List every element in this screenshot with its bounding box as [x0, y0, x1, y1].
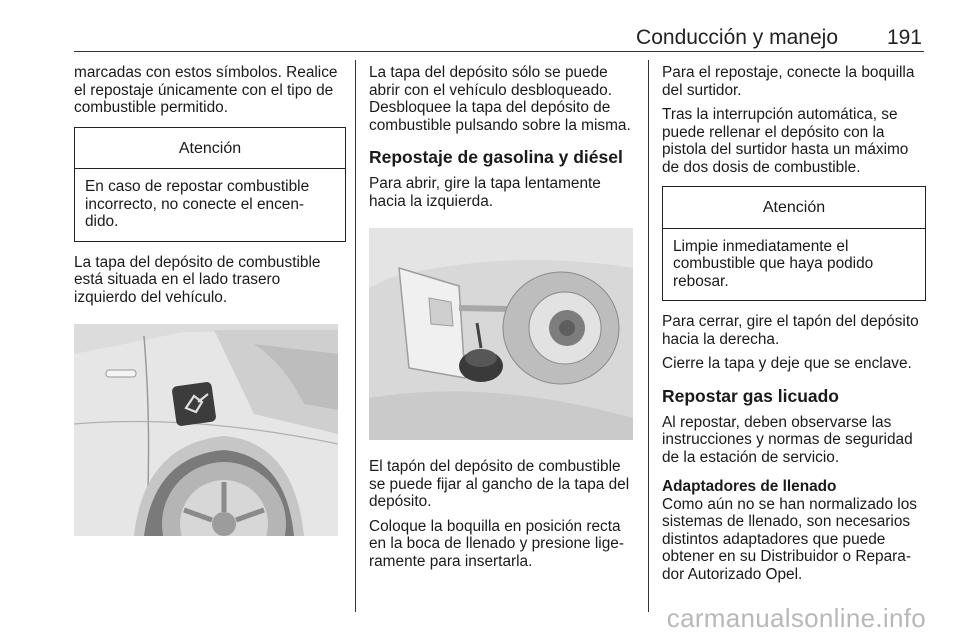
paragraph: Como aún no se han normalizado los sistemas de llenado, son necesarios distintos adaptadores que puede obtener en su Distribuidor o Repara-dor Autorizado Opel. — [662, 495, 917, 583]
attention-title: Atención — [663, 187, 925, 229]
paragraph: La tapa del depósito sólo se puede abrir con el vehículo desbloqueado. Desbloquee la tapa del depósito de combustible pulsando sobre la misma. — [369, 64, 631, 134]
subsection-heading: Adaptadores de llenado — [662, 478, 837, 495]
paragraph: Cierre la tapa y deje que se enclave. — [662, 355, 912, 372]
page-number: 191 — [886, 26, 922, 49]
column-divider — [648, 60, 649, 612]
attention-text: En caso de repostar combustible incorrecto, no conecte el encen-dido. — [85, 178, 310, 230]
section-heading: Repostar gas licuado — [662, 385, 839, 406]
watermark: carmanualsonline.info — [666, 603, 926, 633]
header-title: Conducción y manejo — [636, 26, 838, 49]
paragraph: El tapón del depósito de combustible se puede fijar al gancho de la tapa del depósito. — [369, 458, 630, 510]
paragraph: Al repostar, deben observarse las instrucciones y normas de seguridad de la estación de servicio. — [662, 413, 913, 466]
paragraph: Coloque la boquilla en posición recta en la boca de llenado y presione lige-ramente para insertarla. — [369, 517, 624, 570]
attention-box — [662, 186, 926, 301]
paragraph: La tapa del depósito de combustible está situada en el lado trasero izquierdo del vehículo. — [74, 253, 321, 306]
paragraph: marcadas con estos símbolos. Realice el repostaje únicamente con el tipo de combustible permitido. — [74, 64, 338, 116]
attention-text: Limpie inmediatamente el combustible que haya podido rebosar. — [673, 237, 874, 290]
attention-title: Atención — [75, 128, 345, 170]
column-3 — [662, 64, 926, 583]
paragraph: Tras la interrupción automática, se puede rellenar el depósito con la pistola del surtidor hasta un máximo de dos dosis de combustible. — [662, 106, 909, 176]
column-divider — [355, 60, 356, 612]
paragraph: Para el repostaje, conecte la boquilla del surtidor. — [662, 64, 915, 99]
paragraph: Para abrir, gire la tapa lentamente hacia la izquierda. — [369, 175, 601, 210]
column-1 — [74, 64, 346, 554]
header-rule — [74, 51, 924, 52]
page-header — [74, 20, 924, 50]
fuel-cap-illustration — [369, 228, 633, 440]
attention-box — [74, 127, 346, 242]
section-heading: Repostaje de gasolina y diésel — [369, 147, 623, 167]
paragraph: Para cerrar, gire el tapón del depósito hacia la derecha. — [662, 313, 919, 348]
car-fuel-flap-illustration — [74, 324, 346, 536]
column-2 — [369, 64, 633, 570]
